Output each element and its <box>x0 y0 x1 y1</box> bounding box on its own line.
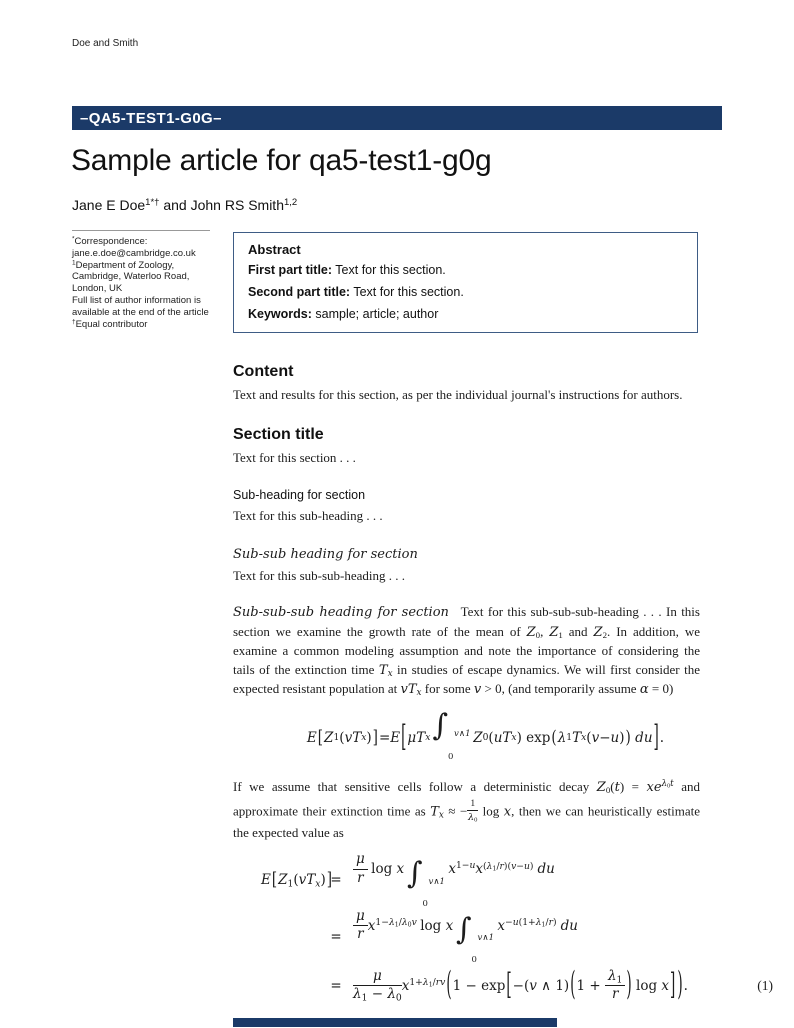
main-column <box>233 363 773 1007</box>
equation-rhs: $\frac{\mu}{r}$ log x∫ v∧1 0 $x^{1-u}x^{(\lambda 1/r)(v-u)}$ du <box>353 852 731 908</box>
abstract-second-part: Second part title: Text for this section. <box>248 285 464 299</box>
equation-row <box>233 909 773 965</box>
authors-line: Jane E Doe$^{1*\dagger}$ and John RS Smith$^{1,2}$ <box>72 196 298 213</box>
aligned-equation-block <box>233 852 773 1006</box>
equation-rhs: $\frac{\mu}{r}$ $x^{1-\lambda 1/\lambda 0v}$ log x∫ v∧1 0 $x^{-u(1+\lambda 1/r)}$ du <box>353 909 731 965</box>
abstract-keywords: Keywords: sample; article; author <box>248 307 439 321</box>
running-head: Doe and Smith <box>72 38 139 49</box>
content-paragraph: Text and results for this section, as per the individual journal's instructions for authors. <box>233 387 683 402</box>
equation-tag: (1) <box>757 977 773 993</box>
footer-bar <box>233 1018 557 1027</box>
sidebar-divider <box>72 230 210 231</box>
article-type-banner <box>72 106 722 130</box>
correspondence-text: *Correspondence: jane.e.doe@cambridge.co.uk $^1$Department of Zoology, Cambridge, Waterloo Road, London, UK Full list of author information is available at the end of the article †Equal contributor <box>72 235 209 330</box>
abstract-first-part: First part title: Text for this section. <box>248 263 446 277</box>
sub-sub-heading: Sub-sub heading for section <box>233 547 418 562</box>
page-title: Sample article for qa5-test1-g0g <box>71 144 492 177</box>
display-equation: E [ Z 1 ( vT x ) ] = E [ μT x ∫ v∧1 0 Z 0 ( uT x ) exp ( λ 1 T x ( v − u ) ) du ] . <box>306 708 665 762</box>
sub-sub-paragraph: Text for this sub-sub-heading . . . <box>233 568 406 583</box>
equation-row <box>233 965 773 1007</box>
estimate-paragraph: If we assume that sensitive cells follow a deterministic decay $Z0(t) = xe^{\lambda 0t}$ and approximate their extinction time as Tx ≈ − $\frac{1}{\lambda 0}$ log x, then we can heuristically estimate the expected value as <box>233 778 700 840</box>
content-heading: Content <box>233 363 294 380</box>
equals-sign: = <box>330 977 342 994</box>
sub-heading-paragraph: Text for this sub-heading . . . <box>233 508 383 523</box>
correspondence-note <box>72 230 237 330</box>
equals-sign: = <box>330 928 342 945</box>
abstract-box <box>233 232 698 333</box>
equation-row <box>233 852 773 908</box>
banner-label: –QA5-TEST1-G0G– <box>80 109 222 127</box>
abstract-heading: Abstract <box>248 242 301 257</box>
equation-lhs: E[Z1(vTx)] <box>261 869 333 891</box>
equals-sign: = <box>330 872 342 889</box>
equation-rhs: $\frac{\mu}{\lambda 1 - \lambda 0}$ $x^{1+\lambda 1/rv}(1 - \exp[-(v$ ∧ 1)(1 + $\frac{\lambda 1}{r}$ ) log x] ). <box>353 965 688 1004</box>
sub-heading: Sub-heading for section <box>233 488 366 502</box>
section-paragraph: Text for this section . . . <box>233 450 356 465</box>
section-title-heading: Section title <box>233 426 324 443</box>
sub-sub-sub-paragraph: Sub-sub-sub heading for section Text for this sub-sub-sub-heading . . . In this section we examine the growth rate of the mean of Z0, Z1 and Z2. In addition, we examine a common modeling assumption and note the importance of considering the tails of the extinction time Tx in studies of escape dynamics. We will first consider the expected resistant population at vTx for some v > 0, (and temporarily assume α = 0) <box>233 604 700 699</box>
